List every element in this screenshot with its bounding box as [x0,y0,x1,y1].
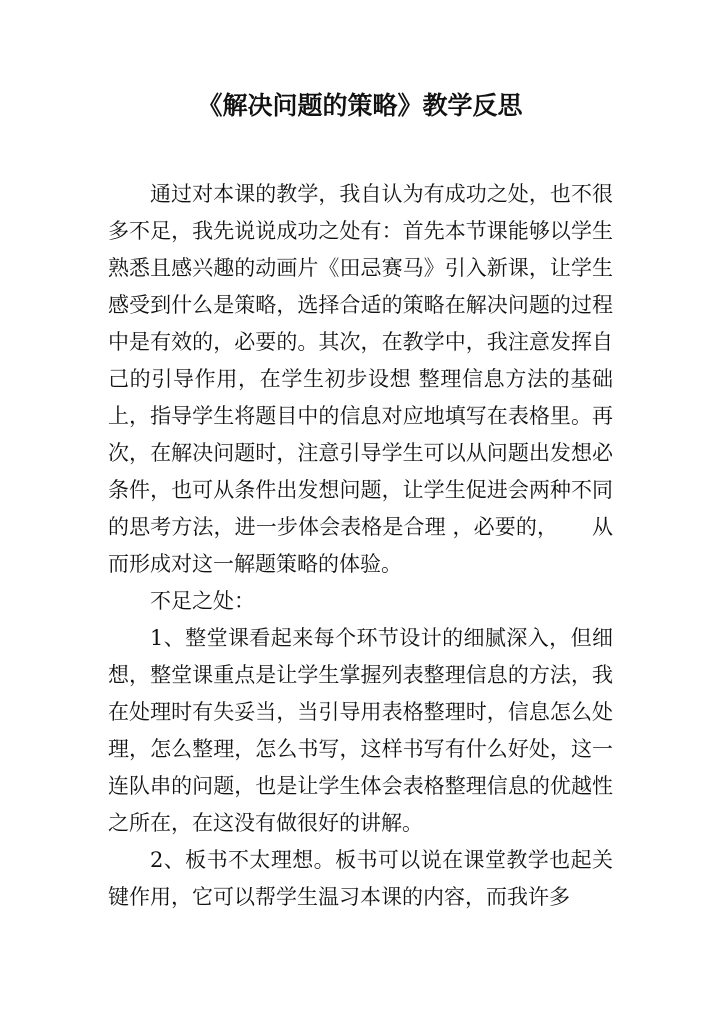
paragraph-shortcoming-1: 1、整堂课看起来每个环节设计的细腻深入，但细想，整堂课重点是让学生掌握列表整理信息的方法，我在处理时有失妥当，当引导用表格整理时，信息怎么处理，怎么整理，怎么书写，这样书写有什么好处，这一连队串的问题，也是让学生体会表格整理信息的优越性之所在，在这没有做很好的讲解。 [108,626,613,835]
document-body [108,176,613,916]
paragraph-shortcomings-heading: 不足之处： [150,589,255,613]
paragraph-shortcoming-2: 2、板书不太理想。板书可以说在课堂教学也起关键作用，它可以帮学生温习本课的内容，而我许多 [108,848,613,909]
paragraph-success: 通过对本课的教学，我自认为有成功之处，也不很多不足，我先说说成功之处有：首先本节课能够以学生熟悉且感兴趣的动画片《田忌赛马》引入新课，让学生感受到什么是策略，选择合适的策略在解决问题的过程中是有效的，必要的。其次，在教学中，我注意发挥自己的引导作用，在学生初步设想 整理信息方法的基础上，指导学生将题目中的信息对应地填写在表格里。再次，在解决问题时，注意引导学生可以从问题出发想必条件，也可从条件出发想问题，让学生促进会两种不同的思考方法，进一步体会表格是合理 ，必要的， 从而形成对这一解题策略的体验。 [108,182,613,576]
document-title: 《解决问题的策略》教学反思 [197,91,523,120]
